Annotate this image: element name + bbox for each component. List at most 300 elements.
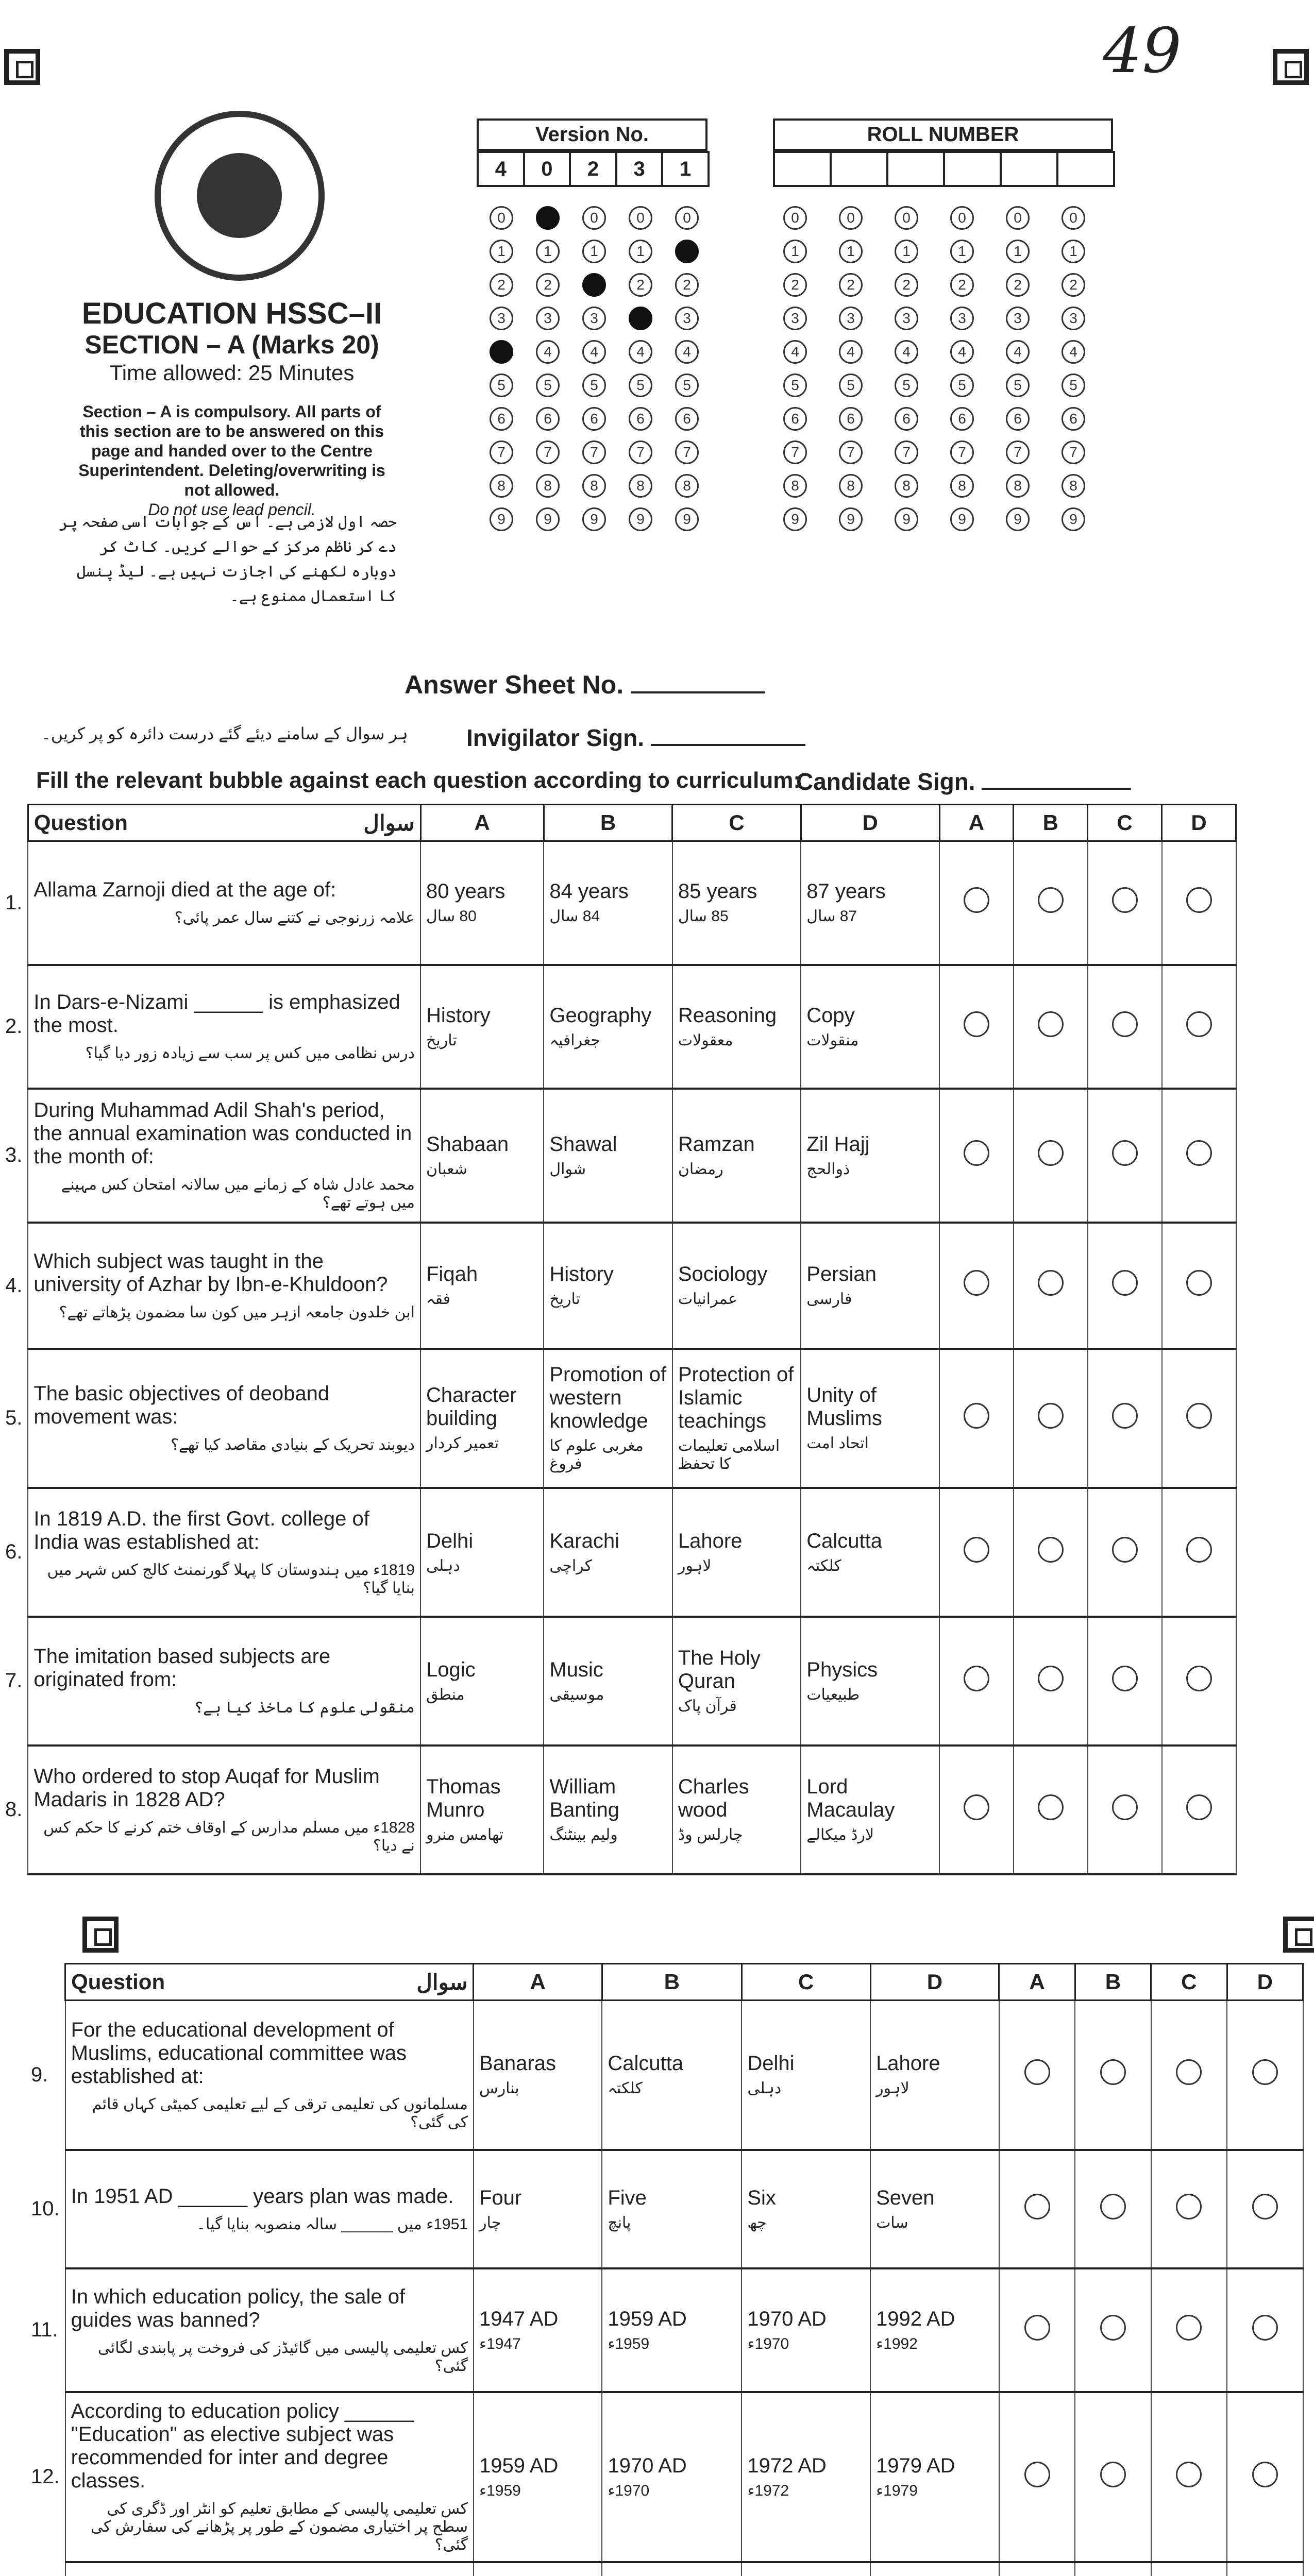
roll-bubble[interactable]: 0: [839, 206, 863, 230]
roll-bubble[interactable]: 2: [950, 273, 974, 297]
option-urdu: لاہور: [678, 1557, 712, 1574]
version-bubble[interactable]: 7: [582, 440, 606, 464]
roll-bubble[interactable]: 6: [1006, 407, 1030, 431]
answer-bubble-a[interactable]: [964, 1140, 989, 1166]
option-b: [602, 2562, 742, 2576]
option-english: Charles wood: [678, 1775, 749, 1821]
version-bubble[interactable]: 9: [629, 507, 652, 531]
roll-bubble[interactable]: 8: [783, 474, 807, 498]
answer-bubble-b[interactable]: [1038, 1403, 1064, 1429]
version-bubble[interactable]: 2: [536, 273, 560, 297]
roll-bubble[interactable]: 2: [895, 273, 918, 297]
answer-bubble-a[interactable]: [964, 1537, 989, 1563]
corner-marker: [4, 49, 40, 85]
option-c: [672, 1745, 801, 1874]
version-number-box: [477, 118, 714, 187]
option-c: [742, 2001, 870, 2150]
version-bubble[interactable]: 2: [582, 273, 606, 297]
roll-bubble[interactable]: 7: [783, 440, 807, 464]
roll-bubble[interactable]: 3: [950, 307, 974, 330]
section-title: SECTION – A (Marks 20): [85, 330, 379, 359]
option-english: Physics: [806, 1658, 878, 1681]
roll-bubble[interactable]: 7: [950, 440, 974, 464]
answer-bubble-b[interactable]: [1100, 2462, 1126, 2487]
answer-bubble-d[interactable]: [1252, 2059, 1278, 2085]
answer-cell-c: [1088, 1349, 1162, 1488]
answer-bubble-c[interactable]: [1112, 1270, 1138, 1296]
answer-bubble-d[interactable]: [1252, 2194, 1278, 2219]
roll-bubble[interactable]: 8: [950, 474, 974, 498]
question-urdu: 1828ء میں مسلم مدارس کے اوقاف ختم کرنے کا حکم کس نے دیا؟: [43, 1819, 415, 1854]
option-english: Delhi: [747, 2052, 795, 2075]
version-bubble[interactable]: 4: [675, 340, 699, 364]
roll-bubble[interactable]: 4: [1062, 340, 1085, 364]
col-c-header: C: [672, 805, 801, 841]
answer-bubble-d[interactable]: [1252, 2315, 1278, 2341]
option-english: Delhi: [426, 1529, 474, 1552]
option-b: [602, 2392, 742, 2562]
answer-bubble-c[interactable]: [1176, 2194, 1202, 2219]
question-english: The basic objectives of deoband movement was:: [33, 1382, 330, 1428]
answer-bubble-d[interactable]: [1186, 887, 1212, 913]
question-number: 2.: [5, 1015, 23, 1038]
answer-bubble-d[interactable]: [1186, 1666, 1212, 1691]
version-bubble[interactable]: 7: [490, 440, 513, 464]
option-urdu: مغربی علوم کا فروغ: [549, 1437, 644, 1472]
question-english: According to education policy ______ "Education" as elective subject was recommended for inter and degree classes.: [71, 2400, 414, 2492]
option-english: 1959 AD: [608, 2307, 687, 2330]
answer-bubble-c[interactable]: [1112, 1403, 1138, 1429]
roll-bubble[interactable]: 9: [783, 507, 807, 531]
version-bubble[interactable]: 5: [490, 374, 513, 397]
version-bubble[interactable]: 8: [536, 474, 560, 498]
answer-bubble-b[interactable]: [1038, 887, 1064, 913]
version-bubble[interactable]: 9: [582, 507, 606, 531]
option-a: [474, 2001, 602, 2150]
col-d-header: D: [801, 805, 939, 841]
answer-bubble-d[interactable]: [1186, 1403, 1212, 1429]
version-bubble[interactable]: 0: [629, 206, 652, 230]
version-bubble[interactable]: 8: [582, 474, 606, 498]
answer-bubble-c[interactable]: [1176, 2462, 1202, 2487]
option-a: [474, 2392, 602, 2562]
roll-bubble[interactable]: 9: [950, 507, 974, 531]
option-urdu: جغرافیہ: [549, 1031, 601, 1049]
bubble-b-header: B: [1075, 1964, 1151, 2001]
question-english: Allama Zarnoji died at the age of:: [33, 878, 336, 902]
roll-bubble[interactable]: 2: [783, 273, 807, 297]
version-bubble[interactable]: 9: [536, 507, 560, 531]
version-bubble[interactable]: 9: [490, 507, 513, 531]
answer-bubble-b[interactable]: [1038, 1537, 1064, 1563]
roll-bubble[interactable]: 0: [783, 206, 807, 230]
option-english: 85 years: [678, 880, 757, 903]
option-urdu: بنارس: [479, 2080, 519, 2097]
answer-bubble-a[interactable]: [1024, 2315, 1050, 2341]
option-english: Promotion of western knowledge: [549, 1363, 667, 1432]
roll-cells[interactable]: [773, 151, 1113, 187]
answer-cell-d: [1227, 2562, 1303, 2576]
option-english: Reasoning: [678, 1004, 777, 1027]
roll-bubble[interactable]: 8: [895, 474, 918, 498]
question-row: [0, 1488, 1236, 1617]
version-bubble[interactable]: 1: [582, 240, 606, 263]
roll-bubble[interactable]: 3: [895, 307, 918, 330]
answer-cell-d: [1227, 2001, 1303, 2150]
answer-bubble-a[interactable]: [964, 1794, 989, 1820]
roll-bubble[interactable]: 1: [1062, 240, 1085, 263]
version-bubble[interactable]: 8: [629, 474, 652, 498]
version-bubble[interactable]: 3: [675, 307, 699, 330]
option-urdu: اسلامی تعلیمات کا تحفظ: [678, 1437, 780, 1472]
answer-bubble-a[interactable]: [1024, 2059, 1050, 2085]
option-c: [672, 1223, 801, 1349]
option-english: 87 years: [806, 880, 886, 903]
answer-bubble-c[interactable]: [1112, 1666, 1138, 1691]
roll-bubble[interactable]: 7: [1006, 440, 1030, 464]
roll-bubble[interactable]: 4: [1006, 340, 1030, 364]
version-bubble[interactable]: 9: [675, 507, 699, 531]
question-row: [26, 2001, 1303, 2150]
answer-bubble-d[interactable]: [1186, 1794, 1212, 1820]
roll-bubble[interactable]: 3: [1006, 307, 1030, 330]
col-b-header: B: [602, 1964, 742, 2001]
answer-cell-b: [1075, 2392, 1151, 2562]
option-c: [742, 2392, 870, 2562]
roll-bubble[interactable]: 1: [950, 240, 974, 263]
question-number: 11.: [31, 2318, 58, 2341]
question-row: [0, 965, 1236, 1089]
answer-bubble-c[interactable]: [1112, 1011, 1138, 1037]
question-number: [26, 2562, 65, 2576]
version-digit: 4: [477, 151, 525, 187]
option-english: Geography: [549, 1004, 652, 1027]
answer-bubble-d[interactable]: [1186, 1537, 1212, 1563]
answer-bubble-c[interactable]: [1176, 2059, 1202, 2085]
roll-bubble[interactable]: 9: [1062, 507, 1085, 531]
answer-cell-d: [1162, 965, 1236, 1089]
option-a: [420, 1745, 544, 1874]
roll-bubble[interactable]: 6: [895, 407, 918, 431]
version-bubble[interactable]: 2: [490, 273, 513, 297]
question-number: 8.: [5, 1798, 23, 1821]
option-a: [474, 2268, 602, 2392]
answer-bubble-c[interactable]: [1112, 1140, 1138, 1166]
question-english: For the educational development of Muslims, educational committee was established at:: [71, 2018, 407, 2088]
version-bubble-column: [582, 206, 613, 541]
question-english: In 1819 A.D. the first Govt. college of India was established at:: [33, 1507, 369, 1553]
option-c: [742, 2150, 870, 2268]
option-urdu: 87 سال: [806, 908, 857, 925]
answer-bubble-b[interactable]: [1038, 1140, 1064, 1166]
option-d: [801, 1617, 939, 1745]
answer-bubble-b[interactable]: [1038, 1666, 1064, 1691]
roll-bubble-column: [1006, 206, 1037, 541]
version-digit: 2: [569, 151, 617, 187]
answer-bubble-c[interactable]: [1112, 1537, 1138, 1563]
roll-bubble[interactable]: 3: [1062, 307, 1085, 330]
answer-cell-d: [1227, 2150, 1303, 2268]
answer-bubble-d[interactable]: [1186, 1140, 1212, 1166]
bubble-d-header: D: [1227, 1964, 1303, 2001]
roll-bubble[interactable]: 6: [1062, 407, 1085, 431]
roll-bubble[interactable]: 7: [1062, 440, 1085, 464]
answer-bubble-a[interactable]: [964, 1270, 989, 1296]
roll-bubble[interactable]: 0: [950, 206, 974, 230]
answer-bubble-b[interactable]: [1038, 1794, 1064, 1820]
roll-bubble[interactable]: 3: [783, 307, 807, 330]
option-urdu: شعبان: [426, 1160, 467, 1178]
answer-cell-b: [1014, 1223, 1088, 1349]
option-urdu: تاریخ: [426, 1031, 457, 1049]
answer-cell-c: [1088, 1488, 1162, 1617]
roll-bubble[interactable]: 5: [1006, 374, 1030, 397]
roll-bubble[interactable]: 4: [839, 340, 863, 364]
version-bubble[interactable]: 1: [536, 240, 560, 263]
version-bubble[interactable]: 0: [536, 206, 560, 230]
answer-bubble-d[interactable]: [1186, 1011, 1212, 1037]
roll-bubble[interactable]: 9: [895, 507, 918, 531]
handwritten-mark: 49: [1103, 15, 1182, 87]
answer-bubble-b[interactable]: [1100, 2315, 1126, 2341]
roll-bubble[interactable]: 8: [1062, 474, 1085, 498]
answer-bubble-d[interactable]: [1252, 2462, 1278, 2487]
option-english: Seven: [876, 2186, 935, 2209]
roll-bubble[interactable]: 5: [895, 374, 918, 397]
question-urdu: 1951ء میں ______ سالہ منصوبہ بنایا گیا۔: [196, 2215, 468, 2233]
option-c: [672, 1089, 801, 1223]
version-bubble[interactable]: 5: [536, 374, 560, 397]
option-urdu: 1959ء: [479, 2482, 521, 2499]
version-bubble[interactable]: 7: [675, 440, 699, 464]
roll-bubble[interactable]: 0: [1006, 206, 1030, 230]
option-b: [544, 965, 672, 1089]
question-row: [0, 841, 1236, 965]
answer-bubble-a[interactable]: [1024, 2462, 1050, 2487]
option-english: Unity of Muslims: [806, 1384, 882, 1430]
answer-bubble-a[interactable]: [964, 1011, 989, 1037]
option-a: [474, 2150, 602, 2268]
roll-bubble[interactable]: 5: [1062, 374, 1085, 397]
option-english: Four: [479, 2186, 522, 2209]
roll-bubble[interactable]: 0: [895, 206, 918, 230]
bubble-c-header: C: [1088, 805, 1162, 841]
option-english: Shabaan: [426, 1132, 509, 1156]
option-a: [420, 1488, 544, 1617]
roll-bubble[interactable]: 1: [1006, 240, 1030, 263]
option-c: [672, 1617, 801, 1745]
version-bubble[interactable]: 0: [582, 206, 606, 230]
roll-bubble[interactable]: 6: [950, 407, 974, 431]
answer-cell-a: [939, 1223, 1014, 1349]
question-row: [0, 1089, 1236, 1223]
roll-bubble[interactable]: 8: [1006, 474, 1030, 498]
option-urdu: 1972ء: [747, 2482, 789, 2499]
option-english: Persian: [806, 1263, 877, 1285]
option-english: 1979 AD: [876, 2454, 955, 2477]
roll-bubble[interactable]: 3: [839, 307, 863, 330]
answer-bubble-c[interactable]: [1112, 887, 1138, 913]
roll-bubble[interactable]: 0: [1062, 206, 1085, 230]
version-bubble[interactable]: 4: [536, 340, 560, 364]
answer-cell-d: [1162, 841, 1236, 965]
version-digits: [477, 151, 707, 187]
answer-cell-d: [1227, 2268, 1303, 2392]
answer-bubble-b[interactable]: [1038, 1270, 1064, 1296]
version-bubble-column: [490, 206, 520, 541]
version-bubble[interactable]: 8: [675, 474, 699, 498]
option-urdu: اتحاد امت: [806, 1435, 869, 1452]
version-bubble[interactable]: 6: [490, 407, 513, 431]
question-english: During Muhammad Adil Shah's period, the annual examination was conducted in the month of:: [33, 1099, 412, 1168]
roll-bubble[interactable]: 4: [950, 340, 974, 364]
board-logo: [155, 111, 325, 281]
answer-bubble-c[interactable]: [1176, 2315, 1202, 2341]
answer-bubble-a[interactable]: [964, 1666, 989, 1691]
version-bubble[interactable]: 3: [582, 307, 606, 330]
roll-bubble[interactable]: 7: [895, 440, 918, 464]
roll-bubble-column: [950, 206, 981, 541]
roll-bubble[interactable]: 9: [839, 507, 863, 531]
version-bubble[interactable]: 6: [582, 407, 606, 431]
answer-cell-a: [999, 2268, 1075, 2392]
option-d: [801, 1089, 939, 1223]
option-urdu: لارڈ میکالے: [806, 1826, 874, 1843]
option-english: Lahore: [876, 2052, 940, 2075]
questions-table-page1: [0, 804, 1237, 1875]
roll-label: ROLL NUMBER: [773, 118, 1113, 151]
question-english: In which education policy, the sale of guides was banned?: [71, 2285, 406, 2331]
option-urdu: قرآن پاک: [678, 1698, 737, 1715]
version-bubble[interactable]: 7: [536, 440, 560, 464]
answer-cell-a: [999, 2392, 1075, 2562]
invigilator-sign: Invigilator Sign.: [466, 724, 805, 752]
answer-cell-b: [1014, 1617, 1088, 1745]
questions-table-page2: [26, 1963, 1304, 2576]
answer-cell-c: [1088, 965, 1162, 1089]
question-english: Who ordered to stop Auqaf for Muslim Madaris in 1828 AD?: [33, 1765, 380, 1811]
version-bubble[interactable]: 6: [629, 407, 652, 431]
bubble-b-header: B: [1014, 805, 1088, 841]
option-english: Music: [549, 1658, 603, 1681]
answer-cell-a: [939, 1745, 1014, 1874]
roll-bubble[interactable]: 1: [783, 240, 807, 263]
roll-bubble[interactable]: 9: [1006, 507, 1030, 531]
version-bubble[interactable]: 3: [536, 307, 560, 330]
version-bubble[interactable]: 4: [490, 340, 513, 364]
version-bubble[interactable]: 5: [582, 374, 606, 397]
version-bubble[interactable]: 0: [675, 206, 699, 230]
answer-bubble-d[interactable]: [1186, 1270, 1212, 1296]
answer-bubble-a[interactable]: [964, 887, 989, 913]
roll-bubble[interactable]: 7: [839, 440, 863, 464]
answer-sheet-no: Answer Sheet No.: [405, 670, 765, 700]
answer-cell-b: [1014, 965, 1088, 1089]
version-bubble[interactable]: 6: [536, 407, 560, 431]
answer-bubble-b[interactable]: [1100, 2194, 1126, 2219]
answer-cell-c: [1151, 2562, 1227, 2576]
version-bubble[interactable]: 8: [490, 474, 513, 498]
roll-bubble[interactable]: 5: [783, 374, 807, 397]
answer-cell-b: [1075, 2562, 1151, 2576]
fill-instruction: Fill the relevant bubble against each question according to curriculum:: [36, 768, 801, 793]
candidate-sign: Candidate Sign.: [796, 768, 1131, 795]
option-english: 1992 AD: [876, 2307, 955, 2330]
option-urdu: چھ: [747, 2214, 767, 2231]
option-english: 1972 AD: [747, 2454, 827, 2477]
option-english: Lahore: [678, 1529, 743, 1552]
roll-bubble[interactable]: 4: [895, 340, 918, 364]
answer-cell-d: [1162, 1349, 1236, 1488]
option-c: [742, 2268, 870, 2392]
version-bubble[interactable]: 2: [675, 273, 699, 297]
option-urdu: عمرانیات: [678, 1291, 737, 1308]
version-bubble[interactable]: 0: [490, 206, 513, 230]
answer-cell-d: [1162, 1223, 1236, 1349]
roll-bubble[interactable]: 1: [895, 240, 918, 263]
question-text: [65, 2150, 474, 2268]
answer-bubble-b[interactable]: [1100, 2059, 1126, 2085]
answer-cell-d: [1162, 1745, 1236, 1874]
version-bubble[interactable]: 3: [629, 307, 652, 330]
option-urdu: موسیقی: [549, 1686, 604, 1703]
roll-bubble[interactable]: 4: [783, 340, 807, 364]
option-b: [544, 1745, 672, 1874]
version-bubble-column: [629, 206, 660, 541]
version-bubble[interactable]: 7: [629, 440, 652, 464]
option-urdu: سات: [876, 2214, 908, 2231]
roll-bubble-column: [839, 206, 870, 541]
version-bubble[interactable]: 6: [675, 407, 699, 431]
answer-bubble-c[interactable]: [1112, 1794, 1138, 1820]
roll-bubble[interactable]: 2: [1062, 273, 1085, 297]
option-urdu: 1959ء: [608, 2335, 650, 2352]
roll-bubble[interactable]: 5: [950, 374, 974, 397]
version-bubble[interactable]: 3: [490, 307, 513, 330]
pencil-note: Do not use lead pencil.: [148, 500, 316, 519]
version-bubble[interactable]: 4: [582, 340, 606, 364]
answer-bubble-a[interactable]: [1024, 2194, 1050, 2219]
version-bubble[interactable]: 1: [490, 240, 513, 263]
version-bubble[interactable]: 1: [675, 240, 699, 263]
roll-bubble[interactable]: 5: [839, 374, 863, 397]
roll-bubble[interactable]: 8: [839, 474, 863, 498]
version-bubble[interactable]: 5: [675, 374, 699, 397]
question-row: [0, 1223, 1236, 1349]
answer-bubble-b[interactable]: [1038, 1011, 1064, 1037]
version-bubble[interactable]: 5: [629, 374, 652, 397]
answer-cell-c: [1088, 1745, 1162, 1874]
bubble-c-header: C: [1151, 1964, 1227, 2001]
question-urdu: ابن خلدون جامعہ ازہر میں کون سا مضمون پڑھاتے تھے؟: [59, 1303, 415, 1321]
version-bubble[interactable]: 2: [629, 273, 652, 297]
option-b: [602, 2150, 742, 2268]
roll-bubble[interactable]: 6: [783, 407, 807, 431]
answer-bubble-a[interactable]: [964, 1403, 989, 1429]
question-number: 6.: [5, 1540, 23, 1563]
roll-bubble[interactable]: 2: [1006, 273, 1030, 297]
option-english: 1959 AD: [479, 2454, 559, 2477]
roll-bubble[interactable]: 2: [839, 273, 863, 297]
answer-cell-d: [1162, 1089, 1236, 1223]
roll-bubble[interactable]: 1: [839, 240, 863, 263]
question-english: Which subject was taught in the university of Azhar by Ibn-e-Khuldoon?: [33, 1249, 388, 1296]
version-bubble[interactable]: 1: [629, 240, 652, 263]
option-c: [672, 965, 801, 1089]
option-d: [801, 965, 939, 1089]
version-bubble[interactable]: 4: [629, 340, 652, 364]
roll-bubble[interactable]: 6: [839, 407, 863, 431]
